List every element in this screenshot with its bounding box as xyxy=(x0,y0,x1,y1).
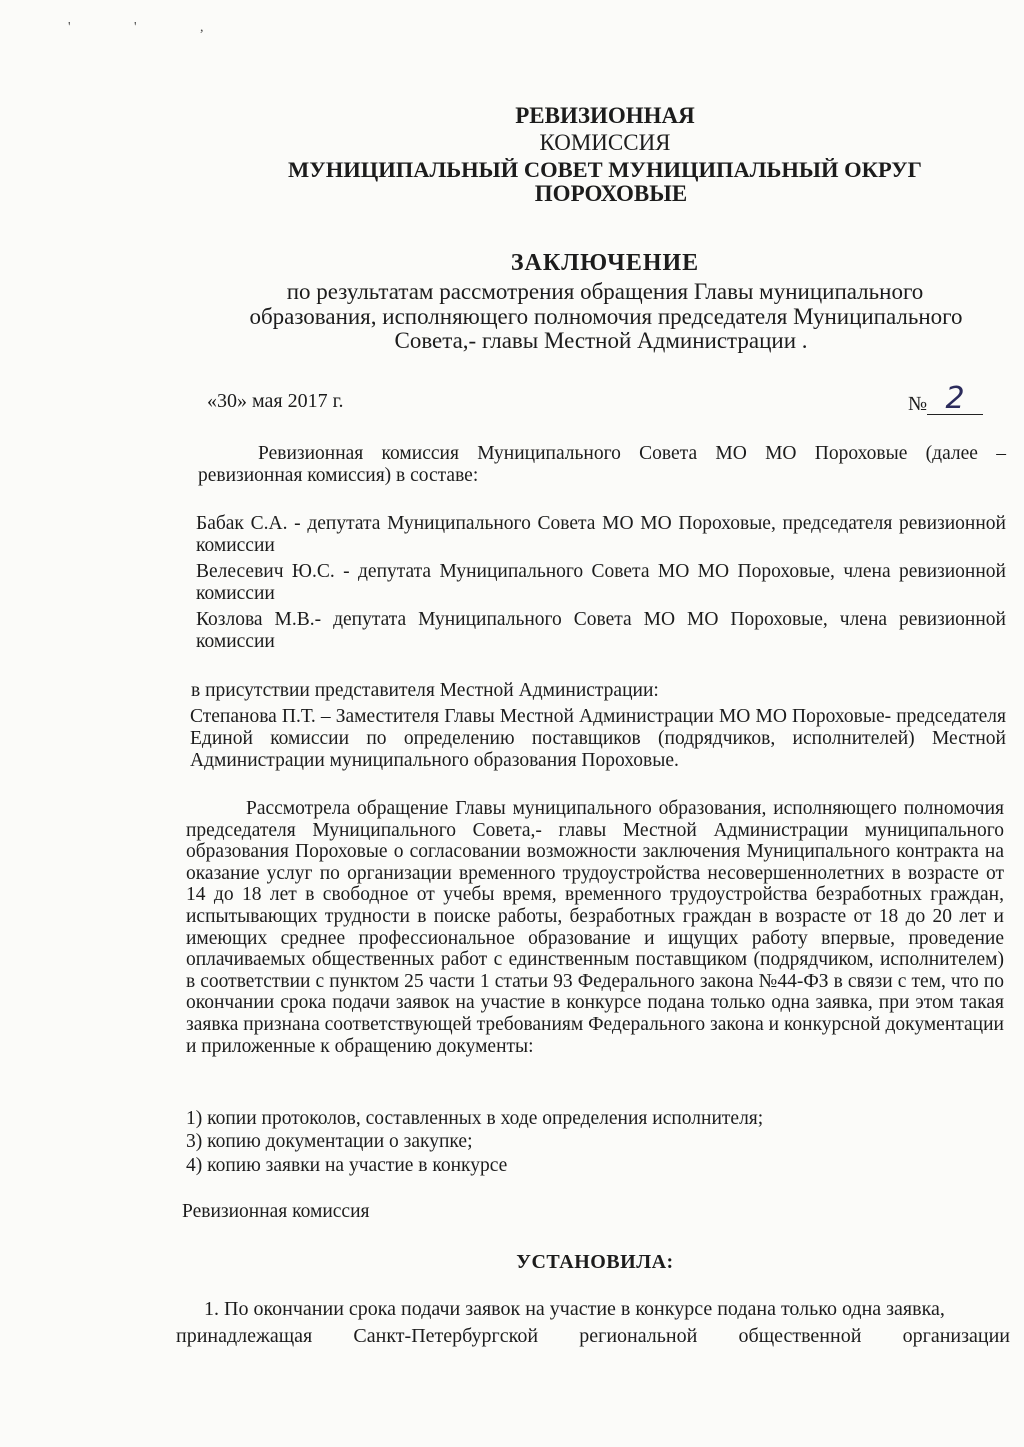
number-label: № xyxy=(908,393,928,415)
header-line-4: ПОРОХОВЫЕ xyxy=(534,181,688,206)
point-1-line-1: 1. По окончании срока подачи заявок на участие в конкурсе подана только одна заявка, xyxy=(204,1298,945,1320)
presence-text: Степанова П.Т. – Заместителя Главы Местной Администрации МО МО Пороховые- председателя Единой комиссии по определению поставщиков (подрядчиков, исполнителей) Местной Администрации муниципального образования Пороховые. xyxy=(190,706,1006,771)
commission-label: Ревизионная комиссия xyxy=(182,1201,370,1222)
member-1: Бабак С.А. - депутата Муниципального Совета МО МО Пороховые, председателя ревизионной комиссии xyxy=(196,513,1006,556)
doc-date: «30» мая 2017 г. xyxy=(207,390,344,412)
presence-label: в присутствии представителя Местной Администрации: xyxy=(191,680,659,701)
doc-list-item-3: 4) копию заявки на участие в конкурсе xyxy=(186,1155,508,1176)
doc-list-item-2: 3) копию документации о закупке; xyxy=(186,1131,473,1152)
doc-subtitle-1: по результатам рассмотрения обращения Главы муниципального xyxy=(286,279,924,304)
doc-subtitle-2: образования, исполняющего полномочия председателя Муниципального xyxy=(249,304,963,329)
member-2: Велесевич Ю.С. - депутата Муниципального Совета МО МО Пороховые, члена ревизионной комиссии xyxy=(196,561,1006,604)
header-line-1: РЕВИЗИОННАЯ xyxy=(515,103,695,128)
doc-list-item-1: 1) копии протоколов, составленных в ходе определения исполнителя; xyxy=(186,1108,764,1129)
scan-specks: ' ' , xyxy=(68,20,234,35)
main-paragraph: Рассмотрела обращение Главы муниципального образования, исполняющего полномочия председателя Муниципального Совета,- главы Местной Администрации муниципального образования Пороховые о согласовании возможности заключения Муниципального контракта на оказание услуг по организации временного трудоустройства несовершеннолетних в возрасте от 14 до 18 лет в свободное от учебы время, временного трудоустройства безработных граждан, испытывающих трудности в поиске работы, безработных граждан в возрасте от 18 до 20 лет и имеющих среднее профессиональное образование и ищущих работу впервые, проведение оплачиваемых общественных работ с единственным поставщиком (подрядчиком, исполнителем) в соответствии с пунктом 25 части 1 статьи 93 Федерального закона №44-ФЗ в связи с тем, что по окончании срока подачи заявок на участие в конкурсе подана только одна заявка, при этом такая заявка признана соответствующей требованиям Федерального закона и конкурсной документации и приложенные к обращению документы: xyxy=(186,798,1004,1057)
header-line-3: МУНИЦИПАЛЬНЫЙ СОВЕТ МУНИЦИПАЛЬНЫЙ ОКРУГ xyxy=(288,157,922,182)
header-line-2: КОМИССИЯ xyxy=(539,130,671,155)
doc-subtitle-3: Совета,- главы Местной Администрации . xyxy=(394,328,808,353)
doc-number xyxy=(908,381,983,417)
composition-intro: Ревизионная комиссия Муниципального Совета МО МО Пороховые (далее – ревизионная комиссия) в составе: xyxy=(198,443,1006,486)
member-3: Козлова М.В.- депутата Муниципального Совета МО МО Пороховые, члена ревизионной комиссии xyxy=(196,609,1006,652)
point-1-line-2: принадлежащая Санкт-Петербургской региональной общественной организации xyxy=(176,1325,1010,1347)
established-heading: УСТАНОВИЛА: xyxy=(516,1251,674,1273)
number-value: 2 xyxy=(927,384,983,415)
doc-title: ЗАКЛЮЧЕНИЕ xyxy=(510,250,700,276)
